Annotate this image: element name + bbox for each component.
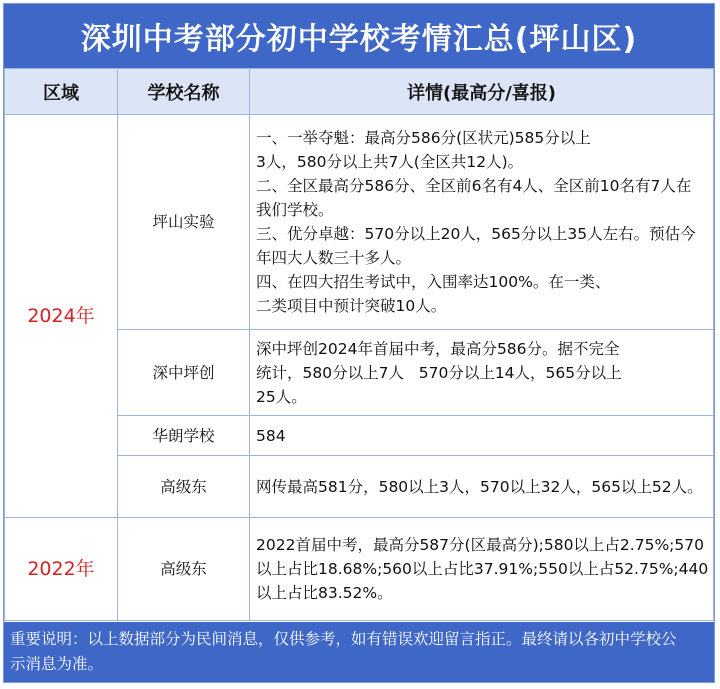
- detail-cell: [250, 416, 714, 456]
- detail-line: 四、在四大招生考试中，入围率达100%。在一类、: [256, 273, 611, 291]
- detail-line: 2022首届中考，最高分587分(区最高分);580以上占2.75%;570: [256, 536, 704, 554]
- detail-line: 二类项目中预计突破10人。: [256, 297, 447, 315]
- table-row: [5, 518, 714, 621]
- detail-line: 3人，580分以上共7人(全区共12人)。: [256, 153, 524, 171]
- school-name-cell: 华朗学校: [118, 416, 250, 456]
- detail-line: 年四大人数三十多人。: [256, 249, 412, 267]
- page-title: 深圳中考部分初中学校考情汇总(坪山区): [4, 4, 714, 68]
- detail-line: 584: [256, 426, 286, 445]
- year-cell-2022: 2022年: [5, 518, 118, 621]
- detail-line: 以上占比83.52%。: [256, 584, 393, 602]
- table-header-row: [5, 69, 714, 115]
- detail-line: 二、全区最高分586分、全区前6名有4人、全区前10名有7人在: [256, 177, 692, 195]
- school-name-cell: 深中坪创: [118, 330, 250, 416]
- year-cell-2024: 2024年: [5, 115, 118, 518]
- detail-cell: [250, 518, 714, 621]
- detail-line: 一、一举夺魁：最高分586分(区状元)585分以上: [256, 129, 591, 147]
- info-table-card: [3, 3, 715, 683]
- column-header-region: 区域: [5, 69, 118, 115]
- school-name-cell: 坪山实验: [118, 115, 250, 330]
- detail-line: 以上占比18.68%;560以上占比37.91%;550以上占52.75%;440: [256, 560, 709, 578]
- school-name-cell: 高级东: [118, 518, 250, 621]
- detail-cell: [250, 330, 714, 416]
- detail-cell: [250, 456, 714, 518]
- detail-line: 深中坪创2024年首届中考，最高分586分。据不完全: [256, 339, 620, 358]
- detail-cell: [250, 115, 714, 330]
- detail-line: 25人。: [256, 387, 307, 406]
- footer-line: 重要说明：以上数据部分为民间消息，仅供参考，如有错误欢迎留言指正。最终请以各初中学校公: [10, 630, 677, 648]
- detail-line: 我们学校。: [256, 201, 334, 219]
- detail-line: 网传最高581分，580以上3人，570以上32人，565以上52人。: [256, 477, 703, 496]
- detail-line: 三、优分卓越：570分以上20人，565分以上35人左右。预估今: [256, 225, 696, 243]
- school-table: [4, 68, 714, 621]
- table-row: [5, 115, 714, 330]
- school-name-cell: 高级东: [118, 456, 250, 518]
- footer-line: 示消息为准。: [10, 655, 104, 673]
- detail-line: 统计，580分以上7人 570分以上14人，565分以上: [256, 363, 622, 382]
- column-header-detail: 详情(最高分/喜报): [250, 69, 714, 115]
- column-header-school: 学校名称: [118, 69, 250, 115]
- footer-note: [4, 622, 714, 682]
